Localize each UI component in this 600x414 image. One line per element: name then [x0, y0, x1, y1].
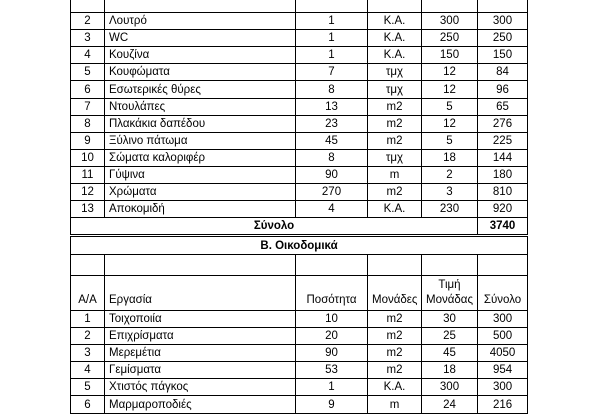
row-unit-price: 250: [422, 30, 478, 47]
table-row: [71, 30, 528, 47]
row-total: 225: [478, 132, 528, 149]
row-total: 84: [478, 64, 528, 81]
row-number: 1: [71, 311, 105, 328]
row-total: 276: [478, 115, 528, 132]
row-unit: m2: [368, 311, 422, 328]
row-number: 11: [71, 166, 105, 183]
row-work: Μερεμέτια: [105, 345, 296, 362]
row-unit-price: 2: [422, 166, 478, 183]
table-row: [71, 149, 528, 166]
row-work: Χτιστός πάγκος: [105, 379, 296, 396]
row-unit-price: 5: [422, 98, 478, 115]
row-number: 3: [71, 345, 105, 362]
row-unit-price: 12: [422, 64, 478, 81]
row-work: Επιχρίσματα: [105, 328, 296, 345]
row-unit-price: 230: [422, 201, 478, 218]
table-row: [71, 379, 528, 396]
row-work: Σώματα καλοριφέρ: [105, 149, 296, 166]
table-row: [71, 115, 528, 132]
header-qty: Ποσότητα: [296, 276, 368, 311]
row-total: 250: [478, 30, 528, 47]
row-number: 2: [71, 13, 105, 30]
table-a-body: [71, 0, 528, 218]
row-work: Μαρμαροποδιές: [105, 396, 296, 413]
row-work: Λουτρό: [105, 13, 296, 30]
row-total: [478, 0, 528, 13]
table-b-header-row: [71, 276, 528, 311]
row-unit-price: 12: [422, 115, 478, 132]
table-row: [71, 311, 528, 328]
row-unit: m: [368, 166, 422, 183]
row-unit: τμχ: [368, 64, 422, 81]
row-unit: m2: [368, 115, 422, 132]
row-work: Κουζίνα: [105, 47, 296, 64]
row-unit: Κ.Α.: [368, 201, 422, 218]
row-unit-price: 24: [422, 396, 478, 413]
row-total: 300: [478, 13, 528, 30]
header-work: Εργασία: [105, 276, 296, 311]
row-unit: τμχ: [368, 149, 422, 166]
row-unit: Κ.Α.: [368, 379, 422, 396]
row-unit: m2: [368, 328, 422, 345]
row-quantity: 90: [296, 166, 368, 183]
row-quantity: [296, 0, 368, 13]
row-number: 7: [71, 98, 105, 115]
row-quantity: 53: [296, 362, 368, 379]
table-row: [71, 47, 528, 64]
table-row: [71, 328, 528, 345]
table-a-total-row: [71, 218, 528, 235]
row-quantity: 1: [296, 13, 368, 30]
row-number: 2: [71, 328, 105, 345]
row-unit: m2: [368, 184, 422, 201]
row-work: Κουφώματα: [105, 64, 296, 81]
row-total: 300: [478, 379, 528, 396]
row-unit: m: [368, 396, 422, 413]
row-work: [105, 0, 296, 13]
row-total: 954: [478, 362, 528, 379]
row-quantity: 23: [296, 115, 368, 132]
row-unit: m2: [368, 362, 422, 379]
row-total: 300: [478, 311, 528, 328]
table-row: [71, 184, 528, 201]
row-unit: Κ.Α.: [368, 13, 422, 30]
table-a-materials: [70, 0, 528, 235]
row-total: 810: [478, 184, 528, 201]
row-unit-price: 5: [422, 132, 478, 149]
row-unit-price: 25: [422, 328, 478, 345]
row-work: WC: [105, 30, 296, 47]
row-work: Εσωτερικές θύρες: [105, 81, 296, 98]
row-unit-price: 300: [422, 13, 478, 30]
row-total: 150: [478, 47, 528, 64]
row-unit: m2: [368, 132, 422, 149]
row-total: 920: [478, 201, 528, 218]
row-work: Γύψινα: [105, 166, 296, 183]
row-number: 4: [71, 362, 105, 379]
row-total: 180: [478, 166, 528, 183]
row-quantity: 1: [296, 379, 368, 396]
row-quantity: 1: [296, 30, 368, 47]
row-number: 13: [71, 201, 105, 218]
row-work: Ξύλινο πάτωμα: [105, 132, 296, 149]
row-total: 144: [478, 149, 528, 166]
row-quantity: 8: [296, 149, 368, 166]
row-number: 6: [71, 396, 105, 413]
row-unit-price: 300: [422, 379, 478, 396]
row-unit: Κ.Α.: [368, 47, 422, 64]
table-b-spacer-row: [71, 255, 528, 276]
row-unit: [368, 0, 422, 13]
table-row: [71, 13, 528, 30]
row-number: 9: [71, 132, 105, 149]
table-b-title-row: [71, 237, 528, 255]
row-number: 6: [71, 81, 105, 98]
table-row: [71, 166, 528, 183]
row-unit-price: 3: [422, 184, 478, 201]
header-aa: Α/Α: [71, 276, 105, 311]
row-unit-price: 150: [422, 47, 478, 64]
row-work: Ντουλάπες: [105, 98, 296, 115]
row-total: 96: [478, 81, 528, 98]
header-price: Τιμή Μονάδας: [422, 276, 478, 311]
row-unit: m2: [368, 345, 422, 362]
header-total: Σύνολο: [478, 276, 528, 311]
table-b-body: [71, 311, 528, 414]
row-total: 4050: [478, 345, 528, 362]
row-unit-price: 12: [422, 81, 478, 98]
table-row: [71, 64, 528, 81]
row-total: 500: [478, 328, 528, 345]
row-quantity: 4: [296, 201, 368, 218]
table-a-total-label: Σύνολο: [71, 218, 478, 235]
table-row: [71, 362, 528, 379]
row-quantity: 8: [296, 81, 368, 98]
table-row: [71, 0, 528, 13]
row-unit: Κ.Α.: [368, 30, 422, 47]
table-b-title: Β. Οικοδομικά: [71, 237, 528, 255]
row-number: 5: [71, 64, 105, 81]
row-unit-price: 18: [422, 149, 478, 166]
row-unit-price: 30: [422, 311, 478, 328]
table-b-construction: [70, 236, 528, 414]
table-row: [71, 132, 528, 149]
row-number: 5: [71, 379, 105, 396]
row-quantity: 45: [296, 132, 368, 149]
table-a-total-value: 3740: [478, 218, 528, 235]
row-number: 12: [71, 184, 105, 201]
row-number: [71, 0, 105, 13]
row-quantity: 20: [296, 328, 368, 345]
table-row: [71, 396, 528, 413]
row-total: 216: [478, 396, 528, 413]
table-row: [71, 98, 528, 115]
row-unit-price: 18: [422, 362, 478, 379]
row-quantity: 13: [296, 98, 368, 115]
row-quantity: 1: [296, 47, 368, 64]
row-quantity: 10: [296, 311, 368, 328]
table-row: [71, 81, 528, 98]
row-work: Πλακάκια δαπέδου: [105, 115, 296, 132]
row-quantity: 90: [296, 345, 368, 362]
row-unit: m2: [368, 98, 422, 115]
table-row: [71, 345, 528, 362]
row-quantity: 7: [296, 64, 368, 81]
row-number: 4: [71, 47, 105, 64]
row-quantity: 9: [296, 396, 368, 413]
row-work: Τοιχοποιία: [105, 311, 296, 328]
row-unit-price: [422, 0, 478, 13]
header-unit: Μονάδες: [368, 276, 422, 311]
row-work: Χρώματα: [105, 184, 296, 201]
row-number: 10: [71, 149, 105, 166]
row-unit-price: 45: [422, 345, 478, 362]
row-unit: τμχ: [368, 81, 422, 98]
table-row: [71, 201, 528, 218]
row-work: Γεμίσματα: [105, 362, 296, 379]
row-total: 65: [478, 98, 528, 115]
row-quantity: 270: [296, 184, 368, 201]
row-work: Αποκομιδή: [105, 201, 296, 218]
row-number: 3: [71, 30, 105, 47]
row-number: 8: [71, 115, 105, 132]
